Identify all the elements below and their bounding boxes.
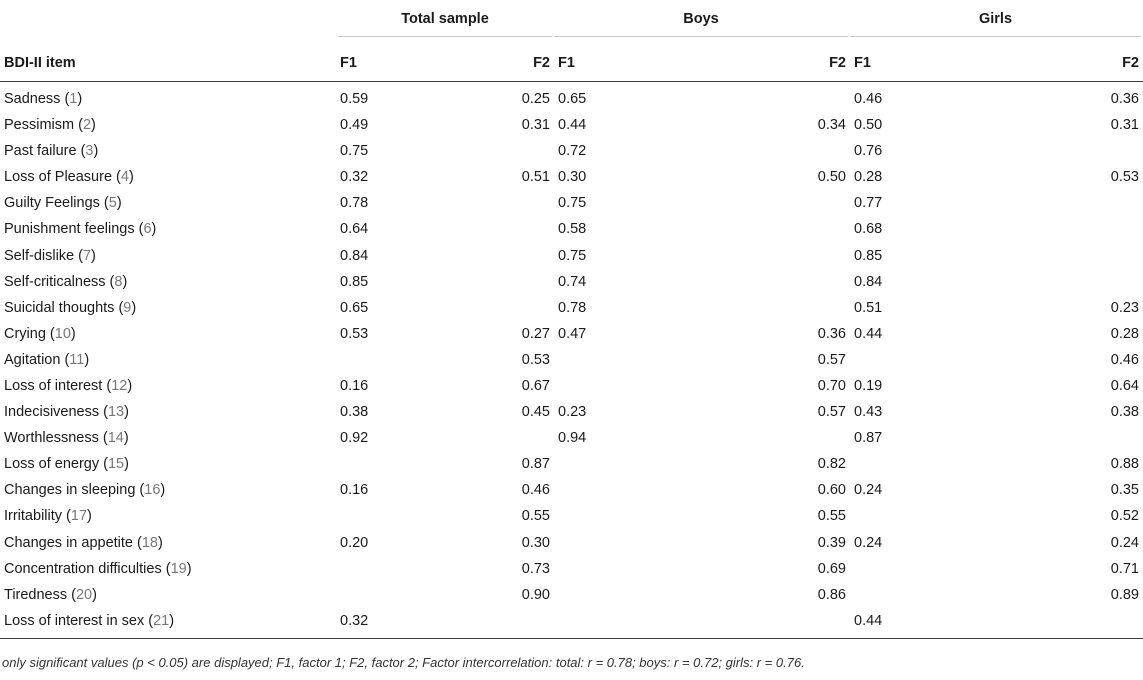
item-label: [0, 164, 336, 190]
loading-girls-f2: [966, 425, 1143, 451]
loading-total-f2: 0.46: [521, 482, 550, 499]
loading-boys-f1: 0.47: [558, 325, 587, 342]
loading-boys-f2: 0.39: [817, 534, 846, 551]
loading-girls-f2: 0.24: [1110, 534, 1139, 551]
item-label: [0, 295, 336, 321]
loading-girls-f1: 0.77: [854, 195, 883, 212]
loading-total-f1: 0.32: [340, 169, 369, 186]
loading-total-f1: 0.85: [340, 273, 369, 290]
table-row: [0, 530, 1143, 556]
loading-total-f1: 0.53: [340, 325, 369, 342]
item-name: Guilty Feelings (: [4, 195, 109, 212]
loading-girls-f2: [966, 269, 1143, 295]
item-number: 19: [170, 560, 187, 577]
item-number: 18: [141, 534, 158, 551]
table-row: [0, 582, 1143, 608]
loading-boys-f1: 0.72: [558, 143, 587, 160]
loading-boys-f2: [673, 190, 850, 216]
item-label: [0, 269, 336, 295]
loading-girls-f2: 0.36: [1110, 91, 1139, 107]
loading-girls-f1: 0.85: [854, 247, 883, 264]
loading-total-f1: [336, 451, 446, 477]
table-row: [0, 399, 1143, 425]
loading-boys-f2: [673, 269, 850, 295]
loading-girls-f2: 0.38: [1110, 404, 1139, 421]
loading-boys-f2: 0.69: [817, 560, 846, 577]
item-number: 5: [108, 195, 117, 212]
item-name: Irritability (: [4, 508, 71, 525]
item-name: Loss of energy (: [4, 456, 108, 473]
item-close-paren: ): [77, 91, 83, 107]
loading-boys-f1: [554, 477, 673, 503]
loading-total-f1: [336, 582, 446, 608]
table-footnote: only significant values (p < 0.05) are displayed; F1, factor 1; F2, factor 2; Factor intercorrelation: total: r = 0.78; boys: r = 0.72; girls: r = 0.76.: [2, 655, 805, 670]
item-close-paren: ): [157, 534, 163, 551]
loading-girls-f1: [850, 503, 966, 529]
loading-boys-f2: 0.60: [817, 482, 846, 499]
item-number: 17: [70, 508, 88, 525]
loading-boys-f1: [554, 556, 673, 582]
item-number: 21: [153, 612, 170, 629]
item-label: [0, 112, 336, 138]
loading-boys-f2: 0.86: [817, 586, 846, 603]
loading-boys-f1: 0.75: [558, 247, 587, 264]
loading-total-f1: [336, 556, 446, 582]
item-number: 12: [111, 377, 128, 394]
loading-girls-f2: [966, 242, 1143, 268]
loading-girls-f2: 0.53: [1110, 169, 1139, 186]
loading-boys-f2: 0.70: [817, 377, 846, 394]
loading-girls-f2: 0.28: [1110, 325, 1139, 342]
item-number: 11: [69, 351, 85, 368]
loading-total-f2: [446, 295, 554, 321]
loading-girls-f1: 0.24: [854, 482, 883, 499]
item-close-paren: ): [91, 117, 96, 134]
loading-total-f2: [446, 269, 554, 295]
loading-girls-f1: 0.76: [854, 143, 883, 160]
item-name: Concentration difficulties (: [4, 560, 171, 577]
item-number: 3: [85, 143, 94, 160]
item-close-paren: ): [93, 143, 99, 160]
loading-total-f1: 0.59: [340, 91, 369, 107]
loading-girls-f2: 0.23: [1110, 299, 1139, 316]
loading-girls-f1: 0.44: [850, 608, 966, 639]
loading-boys-f2: [673, 425, 850, 451]
loading-girls-f1: 0.19: [854, 377, 883, 394]
item-close-paren: ): [84, 351, 90, 368]
table-row: [0, 112, 1143, 138]
loading-boys-f1: 0.74: [558, 273, 587, 290]
loading-total-f1: 0.49: [340, 117, 369, 134]
loading-boys-f1: 0.94: [558, 430, 587, 447]
col-header-girls-f1: F1: [850, 44, 966, 82]
group-label-total: Total sample: [338, 11, 552, 37]
group-header-girls: [966, 0, 1143, 44]
table-row: [0, 190, 1143, 216]
loading-boys-f1: 0.23: [558, 404, 587, 421]
loading-girls-f1: 0.46: [854, 91, 883, 107]
item-name: Worthlessness (: [4, 430, 108, 447]
item-number: 2: [82, 117, 92, 134]
col-header-boys-f1: F1: [554, 44, 673, 82]
group-label-girls: Girls: [850, 11, 1141, 37]
loading-girls-f2: [966, 138, 1143, 164]
item-label: [0, 425, 336, 451]
table-row: [0, 216, 1143, 242]
loading-boys-f2: [673, 295, 850, 321]
item-label: [0, 503, 336, 529]
item-number: 20: [75, 586, 93, 603]
col-header-item: BDI-II item: [0, 44, 336, 82]
group-header-spacer: [0, 0, 336, 44]
item-label: [0, 321, 336, 347]
loading-girls-f2: [966, 216, 1143, 242]
loading-girls-f2: 0.89: [1110, 586, 1139, 603]
loading-boys-f1: [554, 608, 673, 639]
item-close-paren: ): [122, 273, 128, 290]
loading-girls-f1: [850, 451, 966, 477]
table-row: [0, 242, 1143, 268]
item-label: [0, 582, 336, 608]
loading-boys-f2: [673, 242, 850, 268]
item-label: [0, 216, 336, 242]
loading-girls-f2: 0.64: [1110, 377, 1139, 394]
table-row: [0, 503, 1143, 529]
loading-boys-f2: 0.50: [817, 169, 846, 186]
item-number: 7: [82, 247, 92, 264]
table-row: [0, 373, 1143, 399]
loading-boys-f2: [673, 216, 850, 242]
loading-boys-f2: 0.36: [817, 325, 846, 342]
loading-boys-f1: [554, 373, 673, 399]
table-row: [0, 451, 1143, 477]
item-close-paren: ): [123, 430, 129, 447]
loading-boys-f1: 0.65: [558, 91, 587, 107]
item-close-paren: ): [87, 508, 92, 525]
loading-girls-f2: 0.46: [1110, 351, 1139, 368]
item-name: Loss of interest in sex (: [4, 612, 154, 629]
loading-girls-f2: 0.71: [1110, 560, 1139, 577]
item-number: 1: [69, 91, 78, 107]
table-row: [0, 608, 1143, 639]
loading-total-f1: 0.16: [340, 377, 369, 394]
item-close-paren: ): [160, 482, 166, 499]
table-row: [0, 556, 1143, 582]
item-name: Suicidal thoughts (: [4, 299, 124, 316]
loading-total-f2: 0.51: [521, 169, 550, 186]
loading-total-f1: 0.65: [340, 299, 369, 316]
item-label: [0, 138, 336, 164]
item-label: [0, 451, 336, 477]
group-header-row: [0, 0, 1143, 44]
loading-boys-f2: [673, 608, 850, 639]
item-name: Changes in appetite (: [4, 534, 142, 551]
item-close-paren: ): [131, 299, 137, 316]
loading-total-f1: 0.78: [340, 195, 369, 212]
group-header-total: [336, 0, 554, 44]
item-name: Past failure (: [4, 143, 86, 160]
loading-total-f2: 0.67: [521, 377, 550, 394]
item-close-paren: ): [169, 612, 175, 629]
table-row: [0, 425, 1143, 451]
item-close-paren: ): [124, 404, 129, 421]
table-row: [0, 82, 1143, 113]
column-header-row: [0, 44, 1143, 82]
loading-boys-f1: [554, 530, 673, 556]
loading-total-f1: 0.92: [340, 430, 369, 447]
item-number: 14: [107, 430, 124, 447]
item-name: Crying (: [4, 325, 55, 342]
item-name: Self-dislike (: [4, 247, 83, 264]
loading-girls-f1: 0.87: [854, 430, 883, 447]
table-row: [0, 164, 1143, 190]
item-close-paren: ): [91, 247, 96, 264]
table-row: [0, 269, 1143, 295]
item-number: 10: [54, 325, 71, 342]
loading-boys-f2: 0.57: [817, 404, 846, 421]
loading-total-f1: [336, 347, 446, 373]
item-name: Pessimism (: [4, 117, 83, 134]
loading-girls-f1: 0.84: [854, 273, 883, 290]
loading-boys-f2: 0.55: [817, 508, 846, 525]
col-header-total-f1: F1: [336, 44, 446, 82]
col-header-boys-f2: F2: [673, 44, 850, 82]
loading-girls-f1: [850, 582, 966, 608]
loading-boys-f2: [673, 82, 850, 113]
item-close-paren: ): [124, 456, 129, 473]
item-number: 4: [120, 169, 129, 186]
loading-boys-f2: 0.34: [817, 117, 846, 134]
loading-total-f2: 0.31: [521, 117, 550, 134]
loading-total-f1: 0.20: [340, 534, 369, 551]
item-label: [0, 608, 336, 639]
loading-boys-f2: 0.57: [817, 351, 846, 368]
loading-total-f2: [446, 242, 554, 268]
item-name: Loss of interest (: [4, 377, 112, 394]
item-name: Sadness (: [4, 91, 70, 107]
loading-boys-f1: [554, 347, 673, 373]
loading-girls-f1: 0.24: [854, 534, 883, 551]
item-number: 6: [143, 221, 152, 238]
loading-total-f2: 0.25: [521, 91, 550, 107]
loading-total-f1: 0.84: [340, 247, 369, 264]
loading-total-f2: 0.87: [521, 456, 550, 473]
loading-boys-f1: [554, 451, 673, 477]
item-number: 9: [123, 299, 132, 316]
table-row: [0, 477, 1143, 503]
loading-total-f2: [446, 138, 554, 164]
item-name: Indecisiveness (: [4, 404, 108, 421]
loading-girls-f2: 0.31: [1110, 117, 1139, 134]
item-name: Tiredness (: [4, 586, 76, 603]
item-label: [0, 347, 336, 373]
loading-girls-f2: 0.88: [1110, 456, 1139, 473]
loading-girls-f1: 0.43: [854, 404, 883, 421]
item-label: [0, 190, 336, 216]
item-close-paren: ): [70, 325, 76, 342]
item-close-paren: ): [128, 169, 134, 186]
item-name: Agitation (: [4, 351, 70, 368]
loading-boys-f2: [673, 138, 850, 164]
loading-girls-f2: [966, 190, 1143, 216]
table-row: [0, 138, 1143, 164]
group-label-boys: Boys: [554, 11, 848, 37]
loading-girls-f1: 0.28: [854, 169, 883, 186]
loading-girls-f1: [850, 347, 966, 373]
loading-boys-f1: 0.75: [558, 195, 587, 212]
loading-total-f2: 0.55: [521, 508, 550, 525]
loading-boys-f1: 0.78: [558, 299, 587, 316]
loading-girls-f1: 0.50: [854, 117, 883, 134]
col-header-girls-f2: F2: [966, 44, 1143, 82]
loading-total-f2: [446, 216, 554, 242]
table-row: [0, 295, 1143, 321]
loading-boys-f1: 0.58: [558, 221, 587, 238]
loading-girls-f1: 0.68: [854, 221, 883, 238]
loading-boys-f1: [554, 503, 673, 529]
item-label: [0, 556, 336, 582]
loading-total-f1: 0.75: [340, 143, 369, 160]
item-name: Loss of Pleasure (: [4, 169, 121, 186]
loading-total-f2: 0.45: [521, 404, 550, 421]
loading-total-f2: 0.30: [521, 534, 550, 551]
group-header-boys: [673, 0, 850, 44]
item-label: [0, 477, 336, 503]
loading-boys-f2: 0.82: [817, 456, 846, 473]
item-label: [0, 373, 336, 399]
item-label: [0, 82, 336, 113]
item-label: [0, 242, 336, 268]
item-name: Self-criticalness (: [4, 273, 115, 290]
col-header-total-f2: F2: [446, 44, 554, 82]
loading-girls-f2: [966, 608, 1143, 639]
loading-total-f1: 0.16: [340, 482, 369, 499]
loading-total-f1: 0.38: [340, 404, 369, 421]
loading-total-f2: 0.53: [521, 351, 550, 368]
item-close-paren: ): [127, 377, 133, 394]
loading-girls-f1: 0.51: [854, 299, 883, 316]
loading-total-f2: [446, 425, 554, 451]
loading-boys-f1: 0.30: [558, 169, 587, 186]
loading-total-f2: 0.73: [521, 560, 550, 577]
item-label: [0, 399, 336, 425]
item-close-paren: ): [116, 195, 122, 212]
item-label: [0, 530, 336, 556]
loading-total-f1: [336, 503, 446, 529]
item-number: 13: [107, 404, 125, 421]
item-close-paren: ): [151, 221, 157, 238]
loading-girls-f2: 0.52: [1110, 508, 1139, 525]
table-row: [0, 321, 1143, 347]
table-row: [0, 347, 1143, 373]
loading-boys-f1: [554, 582, 673, 608]
item-number: 15: [107, 456, 125, 473]
loading-total-f2: [446, 608, 554, 639]
loading-total-f2: 0.27: [521, 325, 550, 342]
loading-boys-f1: 0.44: [558, 117, 587, 134]
loading-girls-f2: 0.35: [1110, 482, 1139, 499]
loading-total-f1: 0.32: [336, 608, 446, 639]
loading-total-f1: 0.64: [340, 221, 369, 238]
item-close-paren: ): [92, 586, 97, 603]
item-name: Punishment feelings (: [4, 221, 144, 238]
loading-girls-f1: [850, 556, 966, 582]
loading-girls-f1: 0.44: [854, 325, 883, 342]
item-number: 16: [144, 482, 161, 499]
item-name: Changes in sleeping (: [4, 482, 145, 499]
item-close-paren: ): [186, 560, 192, 577]
loading-total-f2: 0.90: [521, 586, 550, 603]
item-number: 8: [114, 273, 123, 290]
table-body: [0, 82, 1143, 639]
loading-total-f2: [446, 190, 554, 216]
